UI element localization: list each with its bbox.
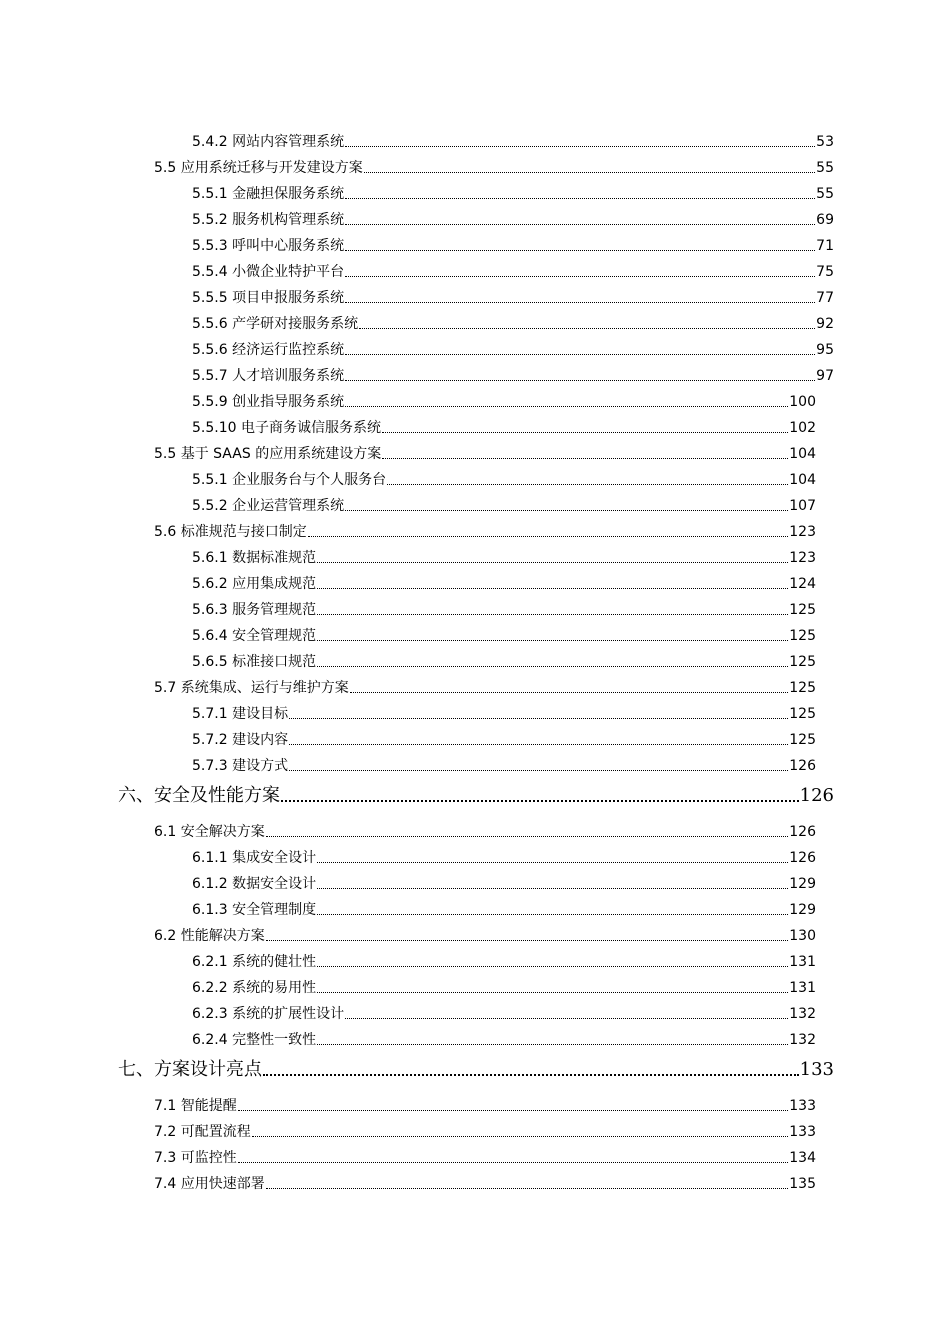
toc-entry[interactable] (192, 842, 816, 868)
toc-entry[interactable] (192, 386, 816, 412)
toc-entry-page-number: 107 (789, 498, 816, 514)
toc-entry-page-number: 129 (789, 876, 816, 892)
toc-entry-title: 6.1.3 安全管理制度 (192, 902, 317, 918)
toc-entry-title: 7.2 可配置流程 (154, 1124, 251, 1140)
dot-leader (266, 836, 789, 837)
toc-entry[interactable] (192, 490, 816, 516)
dot-leader (359, 328, 815, 329)
dot-leader (317, 914, 788, 915)
dot-leader (317, 862, 788, 863)
toc-entry-title: 六、安全及性能方案 (118, 784, 280, 806)
dot-leader (345, 224, 815, 225)
toc-entry[interactable] (154, 1168, 816, 1194)
toc-entry-page-number: 125 (789, 654, 816, 670)
toc-entry[interactable] (154, 672, 816, 698)
toc-entry-page-number: 97 (816, 368, 834, 384)
toc-entry-page-number: 135 (789, 1176, 816, 1192)
toc-entry[interactable] (192, 282, 834, 308)
toc-entry[interactable] (118, 776, 834, 816)
toc-entry-page-number: 53 (816, 134, 834, 150)
toc-entry-page-number: 55 (816, 160, 834, 176)
dot-leader (345, 250, 815, 251)
dot-leader (289, 770, 788, 771)
toc-entry-page-number: 125 (789, 706, 816, 722)
toc-entry-page-number: 125 (789, 602, 816, 618)
toc-entry[interactable] (192, 998, 816, 1024)
toc-entry-page-number: 125 (789, 732, 816, 748)
dot-leader (238, 1110, 789, 1111)
toc-entry[interactable] (192, 230, 834, 256)
toc-entry[interactable] (192, 724, 816, 750)
toc-entry[interactable] (192, 620, 816, 646)
toc-entry-title: 7.4 应用快速部署 (154, 1176, 265, 1192)
dot-leader (317, 888, 788, 889)
toc-entry-title: 5.6.4 安全管理规范 (192, 628, 317, 644)
toc-entry-page-number: 75 (816, 264, 834, 280)
toc-entry-title: 5.5.7 人才培训服务系统 (192, 368, 345, 384)
toc-entry[interactable] (192, 256, 834, 282)
toc-entry-page-number: 126 (789, 824, 816, 840)
dot-leader (387, 484, 788, 485)
dot-leader (317, 966, 788, 967)
toc-entry[interactable] (192, 178, 834, 204)
toc-entry-title: 6.2.4 完整性一致性 (192, 1032, 317, 1048)
toc-entry-title: 5.5.9 创业指导服务系统 (192, 394, 345, 410)
toc-entry-page-number: 133 (799, 1058, 834, 1080)
toc-entry-page-number: 131 (789, 980, 816, 996)
dot-leader (345, 276, 815, 277)
toc-entry-title: 5.5.2 服务机构管理系统 (192, 212, 345, 228)
toc-entry[interactable] (154, 920, 816, 946)
toc-entry[interactable] (154, 516, 816, 542)
dot-leader (345, 510, 788, 511)
toc-entry-page-number: 132 (789, 1006, 816, 1022)
dot-leader (289, 718, 788, 719)
dot-leader (382, 458, 788, 459)
dot-leader (345, 380, 815, 381)
toc-entry-page-number: 134 (789, 1150, 816, 1166)
toc-entry-title: 5.5.6 经济运行监控系统 (192, 342, 345, 358)
toc-entry-title: 5.5 基于 SAAS 的应用系统建设方案 (154, 446, 382, 462)
toc-entry-title: 5.6 标准规范与接口制定 (154, 524, 307, 540)
toc-entry[interactable] (192, 972, 816, 998)
toc-entry-page-number: 104 (789, 472, 816, 488)
dot-leader (317, 562, 788, 563)
dot-leader (364, 172, 815, 173)
dot-leader (317, 1044, 788, 1045)
dot-leader (266, 940, 789, 941)
toc-entry-title: 6.2.3 系统的扩展性设计 (192, 1006, 345, 1022)
toc-entry-title: 5.6.1 数据标准规范 (192, 550, 317, 566)
dot-leader (281, 800, 799, 802)
toc-entry[interactable] (192, 698, 816, 724)
dot-leader (308, 536, 789, 537)
toc-entry[interactable] (192, 334, 834, 360)
dot-leader (317, 992, 788, 993)
toc-entry-title: 5.5.6 产学研对接服务系统 (192, 316, 359, 332)
toc-entry-page-number: 77 (816, 290, 834, 306)
dot-leader (345, 1018, 788, 1019)
toc-entry-page-number: 125 (789, 628, 816, 644)
toc-entry-title: 6.1 安全解决方案 (154, 824, 265, 840)
toc-entry-page-number: 123 (789, 524, 816, 540)
toc-entry-title: 5.5.1 金融担保服务系统 (192, 186, 345, 202)
dot-leader (345, 198, 815, 199)
toc-entry[interactable] (154, 438, 816, 464)
toc-entry[interactable] (154, 152, 834, 178)
toc-entry-page-number: 123 (789, 550, 816, 566)
toc-entry-page-number: 124 (789, 576, 816, 592)
toc-entry-title: 5.6.5 标准接口规范 (192, 654, 317, 670)
toc-entry[interactable] (192, 946, 816, 972)
toc-entry[interactable] (192, 464, 816, 490)
toc-entry-title: 5.7.3 建设方式 (192, 758, 289, 774)
toc-entry-title: 5.7.2 建设内容 (192, 732, 289, 748)
toc-entry[interactable] (154, 1116, 816, 1142)
dot-leader (317, 588, 788, 589)
toc-entry-title: 7.3 可监控性 (154, 1150, 237, 1166)
toc-entry-page-number: 100 (789, 394, 816, 410)
toc-entry-title: 5.6.2 应用集成规范 (192, 576, 317, 592)
toc-entry-title: 6.2.2 系统的易用性 (192, 980, 317, 996)
toc-entry-page-number: 125 (789, 680, 816, 696)
toc-entry[interactable] (192, 868, 816, 894)
toc-entry[interactable] (192, 412, 816, 438)
toc-entry-title: 5.7 系统集成、运行与维护方案 (154, 680, 349, 696)
toc-entry-page-number: 132 (789, 1032, 816, 1048)
toc-entry-title: 5.5.3 呼叫中心服务系统 (192, 238, 345, 254)
dot-leader (238, 1162, 789, 1163)
toc-entry[interactable] (192, 360, 834, 386)
toc-entry-page-number: 95 (816, 342, 834, 358)
toc-entry[interactable] (192, 204, 834, 230)
toc-entry-title: 5.5.1 企业服务台与个人服务台 (192, 472, 387, 488)
toc-entry-page-number: 104 (789, 446, 816, 462)
toc-entry-page-number: 102 (789, 420, 816, 436)
toc-entry-page-number: 133 (789, 1124, 816, 1140)
toc-entry[interactable] (192, 894, 816, 920)
dot-leader (345, 146, 815, 147)
table-of-contents (0, 126, 950, 1194)
toc-entry-page-number: 126 (799, 784, 834, 806)
toc-entry-page-number: 131 (789, 954, 816, 970)
toc-entry-title: 5.5.5 项目申报服务系统 (192, 290, 345, 306)
toc-entry[interactable] (192, 1024, 816, 1050)
toc-entry[interactable] (192, 646, 816, 672)
toc-entry-title: 5.6.3 服务管理规范 (192, 602, 317, 618)
toc-entry-title: 7.1 智能提醒 (154, 1098, 237, 1114)
dot-leader (317, 614, 788, 615)
toc-entry-page-number: 130 (789, 928, 816, 944)
toc-entry-page-number: 69 (816, 212, 834, 228)
toc-entry-page-number: 55 (816, 186, 834, 202)
toc-entry[interactable] (118, 1050, 834, 1090)
toc-entry-title: 6.1.2 数据安全设计 (192, 876, 317, 892)
dot-leader (350, 692, 789, 693)
toc-entry-title: 5.4.2 网站内容管理系统 (192, 134, 345, 150)
toc-entry-page-number: 126 (789, 850, 816, 866)
dot-leader (345, 302, 815, 303)
dot-leader (317, 640, 788, 641)
dot-leader (317, 666, 788, 667)
dot-leader (263, 1074, 799, 1076)
toc-entry[interactable] (154, 1090, 816, 1116)
toc-entry-title: 5.5.2 企业运营管理系统 (192, 498, 345, 514)
toc-entry-title: 6.2.1 系统的健壮性 (192, 954, 317, 970)
dot-leader (345, 354, 815, 355)
toc-entry[interactable] (192, 126, 834, 152)
toc-entry[interactable] (192, 594, 816, 620)
dot-leader (289, 744, 788, 745)
toc-entry-page-number: 126 (789, 758, 816, 774)
dot-leader (252, 1136, 789, 1137)
toc-entry[interactable] (192, 542, 816, 568)
toc-entry-title: 5.5.10 电子商务诚信服务系统 (192, 420, 381, 436)
toc-entry-page-number: 92 (816, 316, 834, 332)
toc-entry-page-number: 129 (789, 902, 816, 918)
toc-entry[interactable] (154, 816, 816, 842)
toc-entry[interactable] (154, 1142, 816, 1168)
toc-entry-title: 6.2 性能解决方案 (154, 928, 265, 944)
toc-entry[interactable] (192, 750, 816, 776)
toc-entry-page-number: 133 (789, 1098, 816, 1114)
dot-leader (266, 1188, 789, 1189)
toc-entry-title: 6.1.1 集成安全设计 (192, 850, 317, 866)
toc-entry-title: 5.7.1 建设目标 (192, 706, 289, 722)
toc-entry-title: 七、方案设计亮点 (118, 1058, 262, 1080)
toc-entry[interactable] (192, 308, 834, 334)
toc-entry-title: 5.5 应用系统迁移与开发建设方案 (154, 160, 363, 176)
toc-entry[interactable] (192, 568, 816, 594)
toc-entry-title: 5.5.4 小微企业特护平台 (192, 264, 345, 280)
dot-leader (382, 432, 788, 433)
dot-leader (345, 406, 788, 407)
toc-entry-page-number: 71 (816, 238, 834, 254)
